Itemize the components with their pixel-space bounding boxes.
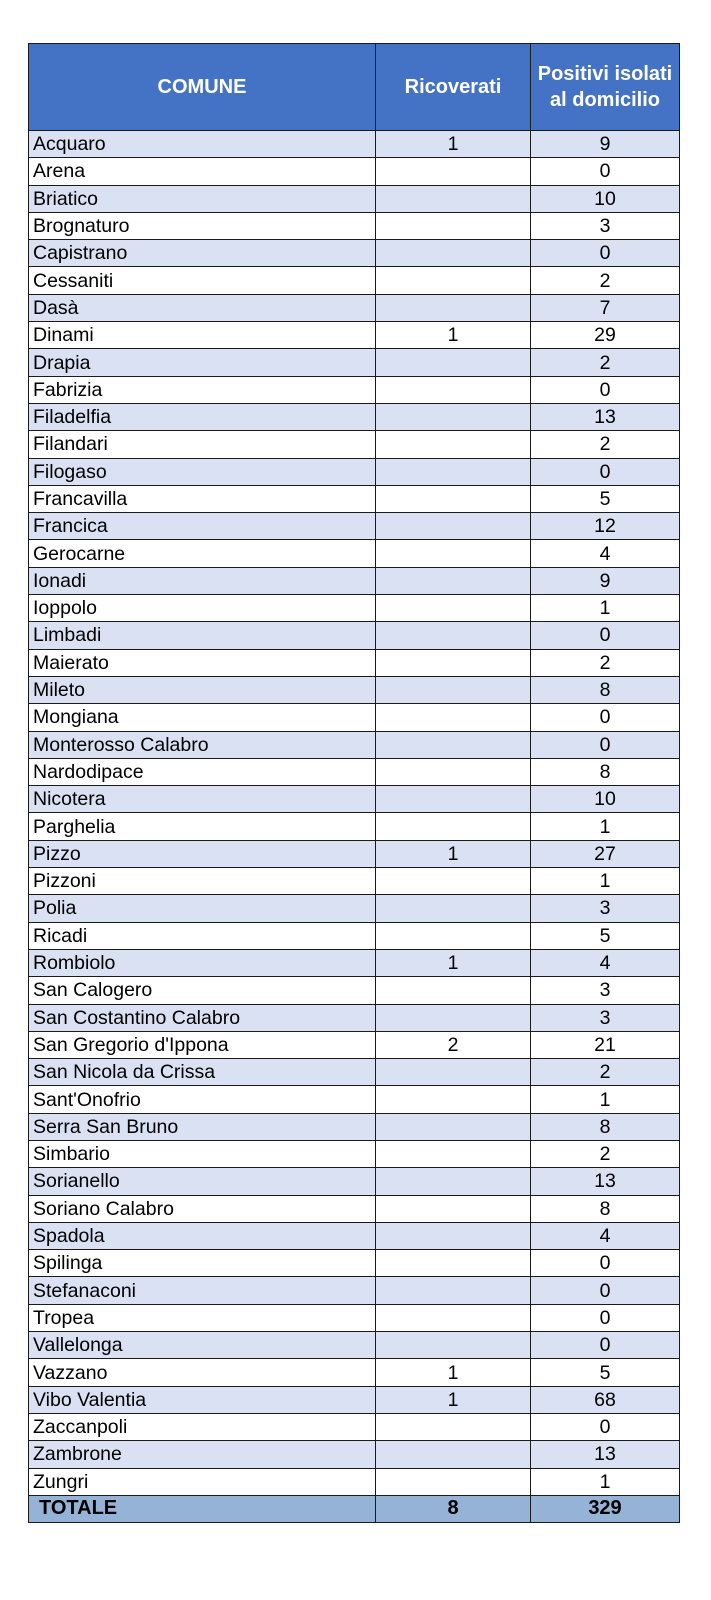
cell-positivi: 12 — [531, 513, 680, 540]
cell-ricoverati — [376, 540, 531, 567]
cell-comune: Limbadi — [29, 622, 376, 649]
table-row — [29, 1359, 680, 1386]
table-row — [29, 1168, 680, 1195]
cell-positivi: 8 — [531, 758, 680, 785]
table-row — [29, 731, 680, 758]
table-row — [29, 1386, 680, 1413]
cell-positivi: 8 — [531, 676, 680, 703]
cell-positivi: 0 — [531, 704, 680, 731]
cell-ricoverati — [376, 786, 531, 813]
cell-comune: Polia — [29, 895, 376, 922]
cell-comune: Fabrizia — [29, 376, 376, 403]
table-row — [29, 840, 680, 867]
cell-positivi: 1 — [531, 813, 680, 840]
cell-positivi: 0 — [531, 458, 680, 485]
cell-comune: Ricadi — [29, 922, 376, 949]
cell-positivi: 0 — [531, 1277, 680, 1304]
cell-ricoverati — [376, 704, 531, 731]
table-footer — [29, 1495, 680, 1522]
cell-ricoverati — [376, 922, 531, 949]
cell-comune: Parghelia — [29, 813, 376, 840]
cell-positivi: 2 — [531, 431, 680, 458]
table-row — [29, 1413, 680, 1440]
cell-ricoverati — [376, 1004, 531, 1031]
cell-positivi: 8 — [531, 1113, 680, 1140]
cell-comune: Nicotera — [29, 786, 376, 813]
table-header — [29, 44, 680, 131]
table-row — [29, 676, 680, 703]
cell-ricoverati — [376, 595, 531, 622]
cell-positivi: 10 — [531, 185, 680, 212]
cell-positivi: 4 — [531, 540, 680, 567]
cell-positivi: 1 — [531, 868, 680, 895]
table-row — [29, 868, 680, 895]
cell-ricoverati — [376, 622, 531, 649]
cell-ricoverati — [376, 267, 531, 294]
header-positivi: Positivi isolati al domicilio — [531, 44, 680, 131]
cell-comune: Sorianello — [29, 1168, 376, 1195]
table-row — [29, 294, 680, 321]
cell-ricoverati — [376, 731, 531, 758]
cell-comune: Maierato — [29, 649, 376, 676]
cell-ricoverati — [376, 758, 531, 785]
cell-ricoverati — [376, 376, 531, 403]
cell-ricoverati: 2 — [376, 1031, 531, 1058]
cell-positivi: 0 — [531, 158, 680, 185]
table-row — [29, 595, 680, 622]
cell-comune: Francavilla — [29, 485, 376, 512]
table-row — [29, 485, 680, 512]
table-row — [29, 622, 680, 649]
cell-ricoverati — [376, 1441, 531, 1468]
cell-positivi: 0 — [531, 240, 680, 267]
cell-positivi: 2 — [531, 649, 680, 676]
cell-ricoverati — [376, 1277, 531, 1304]
total-row — [29, 1495, 680, 1522]
table-row — [29, 922, 680, 949]
cell-comune: Zungri — [29, 1468, 376, 1495]
table-row — [29, 1031, 680, 1058]
cell-comune: Cessaniti — [29, 267, 376, 294]
cell-comune: Rombiolo — [29, 949, 376, 976]
cell-positivi: 27 — [531, 840, 680, 867]
cell-comune: Vibo Valentia — [29, 1386, 376, 1413]
table-row — [29, 513, 680, 540]
cell-comune: Francica — [29, 513, 376, 540]
cell-comune: Briatico — [29, 185, 376, 212]
cell-comune: Mongiana — [29, 704, 376, 731]
table-row — [29, 158, 680, 185]
cell-comune: Stefanaconi — [29, 1277, 376, 1304]
cell-ricoverati — [376, 813, 531, 840]
cell-ricoverati: 1 — [376, 840, 531, 867]
cell-comune: Filadelfia — [29, 403, 376, 430]
cell-ricoverati — [376, 1113, 531, 1140]
cell-positivi: 13 — [531, 1168, 680, 1195]
cell-comune: Gerocarne — [29, 540, 376, 567]
cell-ricoverati — [376, 403, 531, 430]
table-row — [29, 1304, 680, 1331]
cell-comune: Sant'Onofrio — [29, 1086, 376, 1113]
cell-positivi: 2 — [531, 1140, 680, 1167]
cell-positivi: 13 — [531, 1441, 680, 1468]
cell-positivi: 1 — [531, 1086, 680, 1113]
cell-comune: Acquaro — [29, 131, 376, 158]
cell-positivi: 0 — [531, 376, 680, 403]
cell-ricoverati — [376, 1222, 531, 1249]
cell-comune: Vallelonga — [29, 1332, 376, 1359]
cell-ricoverati — [376, 1468, 531, 1495]
cell-comune: Ioppolo — [29, 595, 376, 622]
table-row — [29, 458, 680, 485]
cell-comune: San Gregorio d'Ippona — [29, 1031, 376, 1058]
table-row — [29, 267, 680, 294]
table-row — [29, 567, 680, 594]
cell-positivi: 21 — [531, 1031, 680, 1058]
cell-ricoverati — [376, 1059, 531, 1086]
table-row — [29, 1140, 680, 1167]
header-row — [29, 44, 680, 131]
cell-comune: Nardodipace — [29, 758, 376, 785]
cell-positivi: 0 — [531, 1332, 680, 1359]
cell-ricoverati — [376, 240, 531, 267]
cell-ricoverati — [376, 1195, 531, 1222]
cell-comune: Ionadi — [29, 567, 376, 594]
cell-positivi: 1 — [531, 1468, 680, 1495]
cell-comune: Serra San Bruno — [29, 1113, 376, 1140]
table-row — [29, 813, 680, 840]
cell-ricoverati: 1 — [376, 1386, 531, 1413]
cell-positivi: 29 — [531, 322, 680, 349]
cell-comune: San Calogero — [29, 977, 376, 1004]
table-row — [29, 240, 680, 267]
cell-ricoverati: 1 — [376, 1359, 531, 1386]
header-ricoverati: Ricoverati — [376, 44, 531, 131]
cell-positivi: 4 — [531, 1222, 680, 1249]
cell-positivi: 5 — [531, 485, 680, 512]
cell-ricoverati — [376, 1304, 531, 1331]
cell-ricoverati — [376, 649, 531, 676]
cell-positivi: 3 — [531, 977, 680, 1004]
cell-positivi: 5 — [531, 1359, 680, 1386]
table-row — [29, 1113, 680, 1140]
cell-ricoverati: 1 — [376, 949, 531, 976]
cell-comune: Soriano Calabro — [29, 1195, 376, 1222]
table-row — [29, 185, 680, 212]
cell-comune: Simbario — [29, 1140, 376, 1167]
table-row — [29, 322, 680, 349]
cell-ricoverati — [376, 1250, 531, 1277]
cell-comune: Vazzano — [29, 1359, 376, 1386]
cell-ricoverati — [376, 349, 531, 376]
cell-positivi: 0 — [531, 731, 680, 758]
table-row — [29, 1277, 680, 1304]
cell-positivi: 0 — [531, 1413, 680, 1440]
cell-comune: Spadola — [29, 1222, 376, 1249]
cell-positivi: 2 — [531, 1059, 680, 1086]
cell-comune: Pizzoni — [29, 868, 376, 895]
table-row — [29, 131, 680, 158]
cell-ricoverati: 1 — [376, 322, 531, 349]
cell-positivi: 3 — [531, 212, 680, 239]
cell-positivi: 3 — [531, 1004, 680, 1031]
cell-positivi: 7 — [531, 294, 680, 321]
cell-positivi: 2 — [531, 267, 680, 294]
comuni-table — [28, 43, 680, 1523]
cell-ricoverati — [376, 567, 531, 594]
cell-positivi: 4 — [531, 949, 680, 976]
cell-positivi: 9 — [531, 131, 680, 158]
table-row — [29, 403, 680, 430]
cell-positivi: 68 — [531, 1386, 680, 1413]
cell-comune: Drapia — [29, 349, 376, 376]
table-row — [29, 376, 680, 403]
cell-positivi: 5 — [531, 922, 680, 949]
cell-positivi: 0 — [531, 1304, 680, 1331]
table-row — [29, 786, 680, 813]
cell-ricoverati: 1 — [376, 131, 531, 158]
table-row — [29, 1195, 680, 1222]
cell-comune: Zambrone — [29, 1441, 376, 1468]
cell-ricoverati — [376, 485, 531, 512]
cell-comune: Dinami — [29, 322, 376, 349]
cell-positivi: 0 — [531, 1250, 680, 1277]
table-row — [29, 212, 680, 239]
table-row — [29, 1468, 680, 1495]
cell-positivi: 9 — [531, 567, 680, 594]
cell-ricoverati — [376, 513, 531, 540]
table-row — [29, 758, 680, 785]
table-row — [29, 949, 680, 976]
cell-ricoverati — [376, 1413, 531, 1440]
cell-positivi: 10 — [531, 786, 680, 813]
cell-positivi: 8 — [531, 1195, 680, 1222]
cell-ricoverati — [376, 895, 531, 922]
cell-ricoverati — [376, 1086, 531, 1113]
table-row — [29, 431, 680, 458]
table-row — [29, 895, 680, 922]
cell-comune: Mileto — [29, 676, 376, 703]
cell-ricoverati — [376, 185, 531, 212]
cell-comune: Dasà — [29, 294, 376, 321]
cell-positivi: 13 — [531, 403, 680, 430]
cell-comune: San Nicola da Crissa — [29, 1059, 376, 1086]
cell-comune: Tropea — [29, 1304, 376, 1331]
cell-comune: Arena — [29, 158, 376, 185]
cell-ricoverati — [376, 1168, 531, 1195]
table-row — [29, 649, 680, 676]
table-row — [29, 704, 680, 731]
table-row — [29, 1250, 680, 1277]
table-row — [29, 349, 680, 376]
cell-comune: Zaccanpoli — [29, 1413, 376, 1440]
cell-ricoverati — [376, 1140, 531, 1167]
cell-comune: Monterosso Calabro — [29, 731, 376, 758]
cell-ricoverati — [376, 676, 531, 703]
cell-comune: Spilinga — [29, 1250, 376, 1277]
cell-comune: Filandari — [29, 431, 376, 458]
table-row — [29, 1441, 680, 1468]
cell-comune: Pizzo — [29, 840, 376, 867]
table-row — [29, 1004, 680, 1031]
cell-ricoverati — [376, 431, 531, 458]
table-row — [29, 1332, 680, 1359]
cell-comune: Filogaso — [29, 458, 376, 485]
table-row — [29, 1086, 680, 1113]
total-ricoverati: 8 — [376, 1495, 531, 1522]
table-body — [29, 131, 680, 1496]
cell-ricoverati — [376, 458, 531, 485]
cell-ricoverati — [376, 977, 531, 1004]
cell-positivi: 2 — [531, 349, 680, 376]
cell-ricoverati — [376, 1332, 531, 1359]
cell-positivi: 3 — [531, 895, 680, 922]
cell-positivi: 1 — [531, 595, 680, 622]
cell-ricoverati — [376, 294, 531, 321]
cell-positivi: 0 — [531, 622, 680, 649]
header-comune: COMUNE — [29, 44, 376, 131]
cell-ricoverati — [376, 868, 531, 895]
table-row — [29, 540, 680, 567]
table-row — [29, 1222, 680, 1249]
cell-comune: Capistrano — [29, 240, 376, 267]
cell-comune: Brognaturo — [29, 212, 376, 239]
cell-ricoverati — [376, 158, 531, 185]
total-label: TOTALE — [29, 1495, 376, 1522]
cell-comune: San Costantino Calabro — [29, 1004, 376, 1031]
total-positivi: 329 — [531, 1495, 680, 1522]
table-row — [29, 977, 680, 1004]
table-row — [29, 1059, 680, 1086]
cell-ricoverati — [376, 212, 531, 239]
